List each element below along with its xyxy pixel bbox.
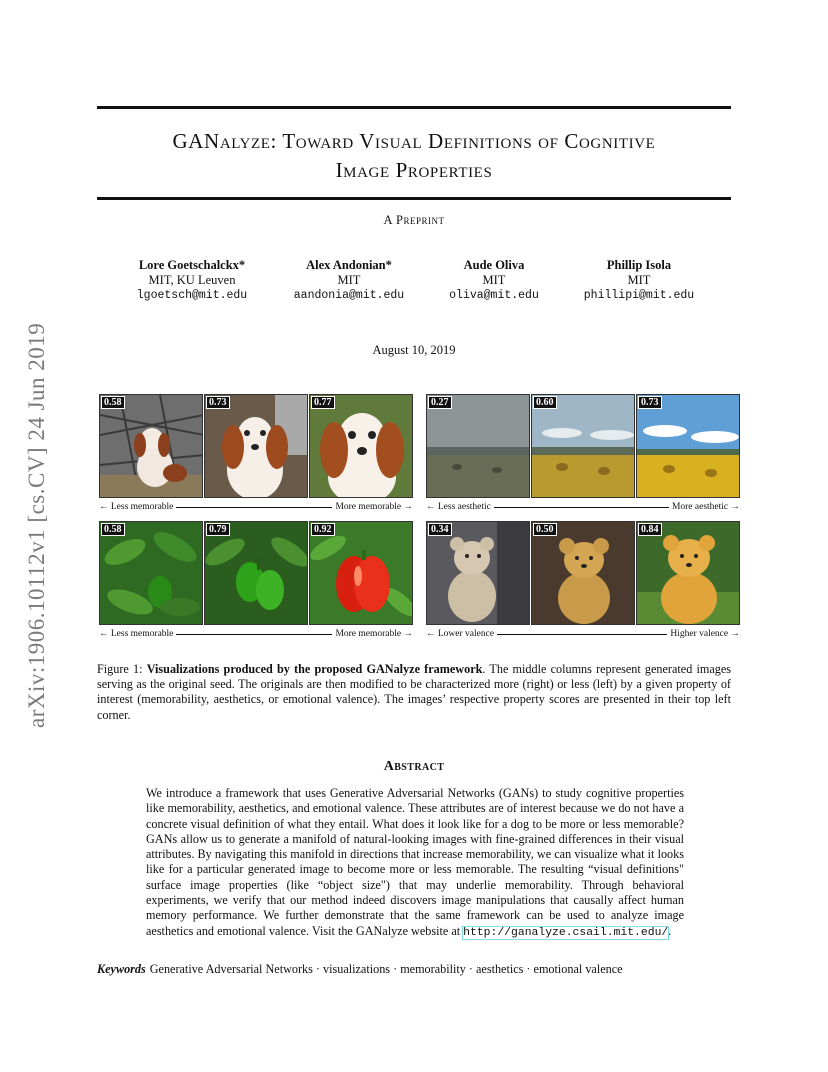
teddy-image-original [531, 521, 635, 625]
score-badge: 0.58 [101, 396, 125, 409]
less-label: ← Less aesthetic [426, 502, 491, 512]
author-name: Phillip Isola [606, 258, 672, 272]
keywords [97, 962, 731, 977]
less-label: ← Less memorable [99, 502, 174, 512]
figure-caption [97, 662, 731, 723]
dog-image-less [99, 394, 203, 498]
score-badge: 0.92 [311, 523, 335, 536]
preprint-label: A Preprint [383, 213, 445, 227]
scale-line [497, 634, 667, 635]
author-affiliation: MIT [482, 273, 506, 287]
scale-line [176, 507, 332, 508]
author-1 [107, 258, 277, 303]
paper-title [97, 127, 731, 185]
title-line-2: Image Properties [335, 158, 493, 182]
top-rule [97, 106, 731, 109]
title-bottom-rule [97, 197, 731, 200]
landscape-image-less [426, 394, 530, 498]
score-badge: 0.60 [533, 396, 557, 409]
author-affiliation: MIT [337, 273, 361, 287]
abstract-heading: Abstract [383, 759, 445, 774]
teddy-image-more [636, 521, 740, 625]
author-affiliation: MIT, KU Leuven [148, 273, 236, 287]
score-badge: 0.27 [428, 396, 452, 409]
pepper-image-original [204, 521, 308, 625]
score-badge: 0.50 [533, 523, 557, 536]
score-badge: 0.34 [428, 523, 452, 536]
author-name: Alex Andonian* [306, 258, 392, 272]
score-badge: 0.58 [101, 523, 125, 536]
caption-prefix: Figure 1: [97, 662, 147, 676]
valence-scale [426, 628, 740, 640]
less-label: ← Less memorable [99, 629, 174, 639]
more-label: More aesthetic → [671, 502, 740, 512]
caption-text: . The middle columns represent generated images serving as the original seed. The originals are then modified to be characterized more (right) or less (left) by a given property of interest (memorability, aesthetics, or emotional valence). The images’ respective property scores are presented in their top left corner. [97, 662, 731, 722]
author-email[interactable]: aandonia@mit.edu [293, 289, 405, 302]
caption-bold: Visualizations produced by the proposed GANalyze framework [146, 662, 483, 676]
abstract-body [146, 786, 684, 941]
more-label: More memorable → [335, 502, 413, 512]
more-label: More memorable → [335, 629, 413, 639]
website-link[interactable]: http://ganalyze.csail.mit.edu/ [463, 926, 669, 939]
pepper-image-more [309, 521, 413, 625]
pepper-image-less [99, 521, 203, 625]
author-affiliation: MIT [627, 273, 651, 287]
score-badge: 0.73 [638, 396, 662, 409]
memorability-scale [99, 501, 413, 513]
scale-line [176, 634, 332, 635]
author-email[interactable]: oliva@mit.edu [449, 289, 539, 302]
author-4 [554, 258, 724, 303]
author-name: Lore Goetschalckx* [138, 258, 246, 272]
abstract-end: . [668, 923, 672, 938]
scale-line [494, 507, 669, 508]
author-email[interactable]: phillipi@mit.edu [583, 289, 695, 302]
landscape-image-more [636, 394, 740, 498]
arxiv-stamp: arXiv:1906.10112v1 [cs.CV] 24 Jun 2019 [24, 322, 49, 728]
teddy-image-less [426, 521, 530, 625]
score-badge: 0.73 [206, 396, 230, 409]
title-line-1: GANalyze: Toward Visual Definitions of Cognitive [172, 129, 656, 153]
publication-date: August 10, 2019 [372, 343, 456, 357]
more-label: Higher valence → [670, 629, 740, 639]
dog-image-original [204, 394, 308, 498]
aesthetics-scale [426, 501, 740, 513]
landscape-image-original [531, 394, 635, 498]
less-label: ← Lower valence [426, 629, 495, 639]
score-badge: 0.77 [311, 396, 335, 409]
author-email[interactable]: lgoetsch@mit.edu [136, 289, 248, 302]
abstract-text: We introduce a framework that uses Generative Adversarial Networks (GANs) to study cognitive properties like memorability, aesthetics, and emotional valence. These attributes are of interest because we do not have a concrete visual definition of what they entail. What does it look like for a dog to be more or less memorable? GANs allow us to generate a manifold of natural-looking images with fine-grained differences in their visual attributes. By navigating this manifold in directions that increase memorability, we can visualize what it looks like for a particular generated image to become more or less memorable. The resulting “visual definitions" surface image properties (like “object size") that may underlie memorability. Through behavioral experiments, we verify that our method indeed discovers image manipulations that causally affect human memory performance. We further demonstrate that the same framework can be used to analyze image aesthetics and emotional valence. Visit the GANalyze website at [146, 786, 684, 938]
memorability-scale [99, 628, 413, 640]
keywords-text: Generative Adversarial Networks · visualizations · memorability · aesthetics · emotional valence [149, 962, 623, 976]
keywords-label: Keywords [97, 962, 146, 976]
author-name: Aude Oliva [463, 258, 525, 272]
score-badge: 0.84 [638, 523, 662, 536]
dog-image-more [309, 394, 413, 498]
score-badge: 0.79 [206, 523, 230, 536]
